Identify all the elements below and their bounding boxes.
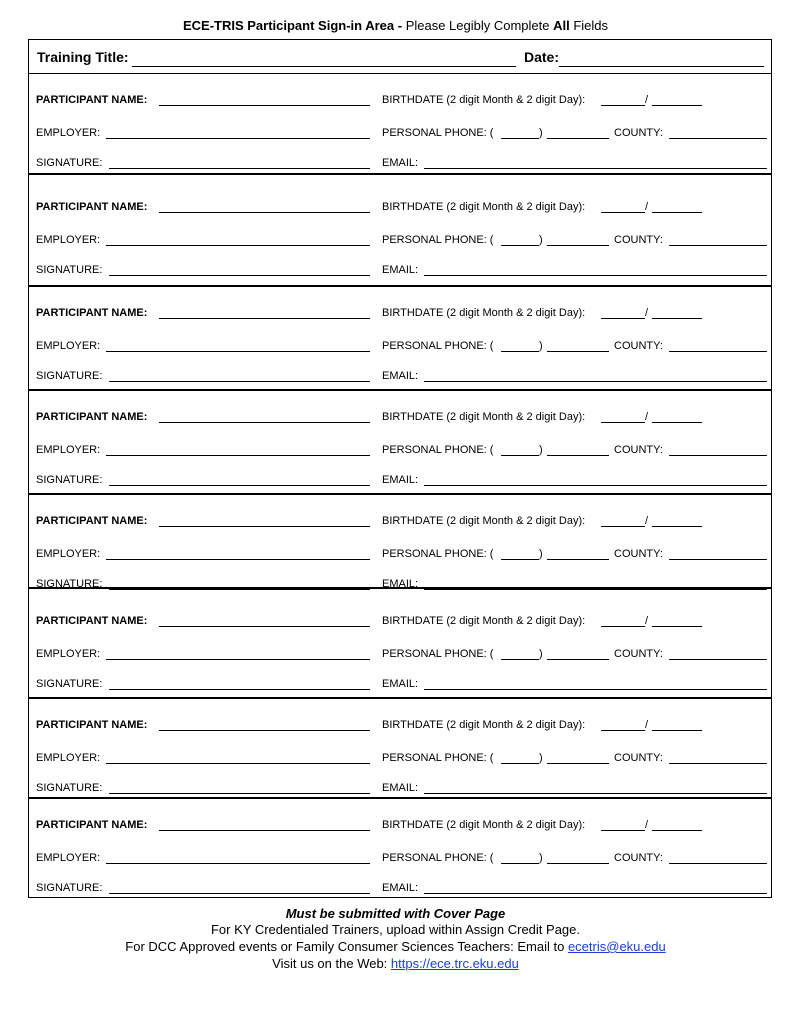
participant-block [28,174,772,286]
footer-web-note [0,956,791,972]
training-title-field[interactable] [132,66,516,67]
ky-trainers-note: For KY Credentialed Trainers, upload within Assign Credit Page. [210,922,580,937]
participant-block [28,798,772,898]
participant-name-field[interactable] [159,626,370,627]
phone-number-field[interactable] [547,245,609,246]
signature-label: SIGNATURE: [36,474,103,486]
county-label: COUNTY: [614,444,663,456]
employer-label: EMPLOYER: [36,548,101,560]
phone-paren-close: ) [539,648,543,660]
email-label: EMAIL: [382,264,419,276]
phone-area-code-field[interactable] [501,559,539,560]
employer-label: EMPLOYER: [36,234,101,246]
signature-field[interactable] [109,689,370,690]
signature-field[interactable] [109,381,370,382]
phone-paren-close: ) [539,852,543,864]
birth-day-field[interactable] [652,830,702,831]
email-label: EMAIL: [382,782,419,794]
birthdate-slash: / [645,719,649,731]
county-field[interactable] [669,763,767,764]
birthdate-slash: / [645,819,649,831]
personal-phone-label: PERSONAL PHONE: ( [382,548,494,560]
date-label: Date: [524,49,560,65]
email-link[interactable]: ecetris@eku.edu [567,939,666,954]
signature-field[interactable] [109,485,370,486]
footer-ky-trainers [0,922,791,938]
participant-name-field[interactable] [159,318,370,319]
birthdate-label: BIRTHDATE (2 digit Month & 2 digit Day): [382,515,586,527]
title-instruction: Please Legibly Complete [405,18,554,33]
employer-field[interactable] [106,559,370,560]
participant-name-field[interactable] [159,526,370,527]
county-label: COUNTY: [614,852,663,864]
phone-number-field[interactable] [547,763,609,764]
personal-phone-label: PERSONAL PHONE: ( [382,234,494,246]
county-field[interactable] [669,351,767,352]
personal-phone-label: PERSONAL PHONE: ( [382,444,494,456]
phone-paren-close: ) [539,444,543,456]
email-field[interactable] [424,275,767,276]
signature-field[interactable] [109,168,370,169]
personal-phone-label: PERSONAL PHONE: ( [382,340,494,352]
signature-label: SIGNATURE: [36,882,103,894]
email-field[interactable] [424,381,767,382]
employer-label: EMPLOYER: [36,340,101,352]
title-fields: Fields [569,18,609,33]
web-note-text: Visit us on the Web: [272,956,391,971]
county-field[interactable] [669,455,767,456]
employer-field[interactable] [106,351,370,352]
signature-label: SIGNATURE: [36,782,103,794]
participant-name-label: PARTICIPANT NAME: [36,515,148,527]
signature-label: SIGNATURE: [36,370,103,382]
employer-label: EMPLOYER: [36,852,101,864]
birth-month-field[interactable] [601,422,645,423]
birth-day-field[interactable] [652,212,702,213]
birth-month-field[interactable] [601,730,645,731]
participant-name-field[interactable] [159,830,370,831]
participant-name-label: PARTICIPANT NAME: [36,411,148,423]
participant-name-field[interactable] [159,422,370,423]
participant-name-label: PARTICIPANT NAME: [36,819,148,831]
email-label: EMAIL: [382,882,419,894]
participant-name-field[interactable] [159,105,370,106]
county-label: COUNTY: [614,548,663,560]
birthdate-label: BIRTHDATE (2 digit Month & 2 digit Day): [382,307,586,319]
phone-paren-close: ) [539,548,543,560]
page-title [0,18,791,34]
birth-day-field[interactable] [652,730,702,731]
county-label: COUNTY: [614,127,663,139]
phone-area-code-field[interactable] [501,659,539,660]
county-label: COUNTY: [614,234,663,246]
birthdate-slash: / [645,615,649,627]
county-field[interactable] [669,863,767,864]
birthdate-label: BIRTHDATE (2 digit Month & 2 digit Day): [382,615,586,627]
email-label: EMAIL: [382,578,419,590]
email-label: EMAIL: [382,157,419,169]
employer-label: EMPLOYER: [36,648,101,660]
participant-name-label: PARTICIPANT NAME: [36,307,148,319]
phone-paren-close: ) [539,752,543,764]
employer-label: EMPLOYER: [36,444,101,456]
phone-area-code-field[interactable] [501,455,539,456]
signature-field[interactable] [109,793,370,794]
birthdate-label: BIRTHDATE (2 digit Month & 2 digit Day): [382,201,586,213]
personal-phone-label: PERSONAL PHONE: ( [382,752,494,764]
county-label: COUNTY: [614,752,663,764]
phone-paren-close: ) [539,127,543,139]
county-field[interactable] [669,138,767,139]
personal-phone-label: PERSONAL PHONE: ( [382,648,494,660]
participant-block [28,698,772,798]
signature-label: SIGNATURE: [36,157,103,169]
birthdate-label: BIRTHDATE (2 digit Month & 2 digit Day): [382,94,586,106]
birth-day-field[interactable] [652,526,702,527]
employer-field[interactable] [106,245,370,246]
participant-block [28,494,772,588]
employer-field[interactable] [106,455,370,456]
birthdate-slash: / [645,94,649,106]
title-main: ECE-TRIS Participant Sign-in Area - [182,18,406,33]
signature-label: SIGNATURE: [36,578,103,590]
phone-number-field[interactable] [547,659,609,660]
cover-page-note: Must be submitted with Cover Page [285,906,506,921]
phone-paren-close: ) [539,340,543,352]
participant-name-label: PARTICIPANT NAME: [36,94,148,106]
training-title-label: Training Title: [37,49,129,65]
web-link[interactable]: https://ece.trc.eku.edu [390,956,519,971]
birthdate-slash: / [645,411,649,423]
email-field[interactable] [424,893,767,894]
footer-cover-note [0,906,791,922]
county-field[interactable] [669,245,767,246]
county-label: COUNTY: [614,648,663,660]
email-note-text: For DCC Approved events or Family Consumer Sciences Teachers: Email to [125,939,568,954]
signature-field[interactable] [109,893,370,894]
participant-block [28,74,772,174]
birth-month-field[interactable] [601,830,645,831]
personal-phone-label: PERSONAL PHONE: ( [382,127,494,139]
employer-label: EMPLOYER: [36,127,101,139]
birth-day-field[interactable] [652,105,702,106]
signature-label: SIGNATURE: [36,678,103,690]
signature-label: SIGNATURE: [36,264,103,276]
personal-phone-label: PERSONAL PHONE: ( [382,852,494,864]
email-field[interactable] [424,689,767,690]
email-field[interactable] [424,485,767,486]
footer-email-note [0,939,791,955]
participant-name-label: PARTICIPANT NAME: [36,719,148,731]
participant-block [28,588,772,698]
phone-area-code-field[interactable] [501,763,539,764]
birth-day-field[interactable] [652,318,702,319]
phone-area-code-field[interactable] [501,863,539,864]
phone-number-field[interactable] [547,455,609,456]
email-field[interactable] [424,168,767,169]
birthdate-slash: / [645,307,649,319]
participant-block [28,286,772,390]
title-all: All [553,18,570,33]
training-header [28,39,772,74]
birthdate-label: BIRTHDATE (2 digit Month & 2 digit Day): [382,819,586,831]
email-label: EMAIL: [382,474,419,486]
phone-number-field[interactable] [547,559,609,560]
phone-area-code-field[interactable] [501,351,539,352]
participant-name-label: PARTICIPANT NAME: [36,201,148,213]
signature-field[interactable] [109,275,370,276]
birth-month-field[interactable] [601,626,645,627]
birth-month-field[interactable] [601,212,645,213]
phone-paren-close: ) [539,234,543,246]
participant-name-label: PARTICIPANT NAME: [36,615,148,627]
phone-area-code-field[interactable] [501,245,539,246]
employer-label: EMPLOYER: [36,752,101,764]
birth-month-field[interactable] [601,318,645,319]
birth-day-field[interactable] [652,626,702,627]
phone-number-field[interactable] [547,351,609,352]
birthdate-label: BIRTHDATE (2 digit Month & 2 digit Day): [382,411,586,423]
birth-month-field[interactable] [601,105,645,106]
employer-field[interactable] [106,763,370,764]
birth-day-field[interactable] [652,422,702,423]
county-field[interactable] [669,659,767,660]
county-field[interactable] [669,559,767,560]
participant-name-field[interactable] [159,212,370,213]
birth-month-field[interactable] [601,526,645,527]
employer-field[interactable] [106,138,370,139]
birthdate-slash: / [645,201,649,213]
phone-number-field[interactable] [547,863,609,864]
county-label: COUNTY: [614,340,663,352]
employer-field[interactable] [106,659,370,660]
email-field[interactable] [424,793,767,794]
phone-number-field[interactable] [547,138,609,139]
participant-name-field[interactable] [159,730,370,731]
email-label: EMAIL: [382,370,419,382]
participant-block [28,390,772,494]
birthdate-slash: / [645,515,649,527]
date-field[interactable] [559,66,764,67]
phone-area-code-field[interactable] [501,138,539,139]
email-label: EMAIL: [382,678,419,690]
birthdate-label: BIRTHDATE (2 digit Month & 2 digit Day): [382,719,586,731]
employer-field[interactable] [106,863,370,864]
